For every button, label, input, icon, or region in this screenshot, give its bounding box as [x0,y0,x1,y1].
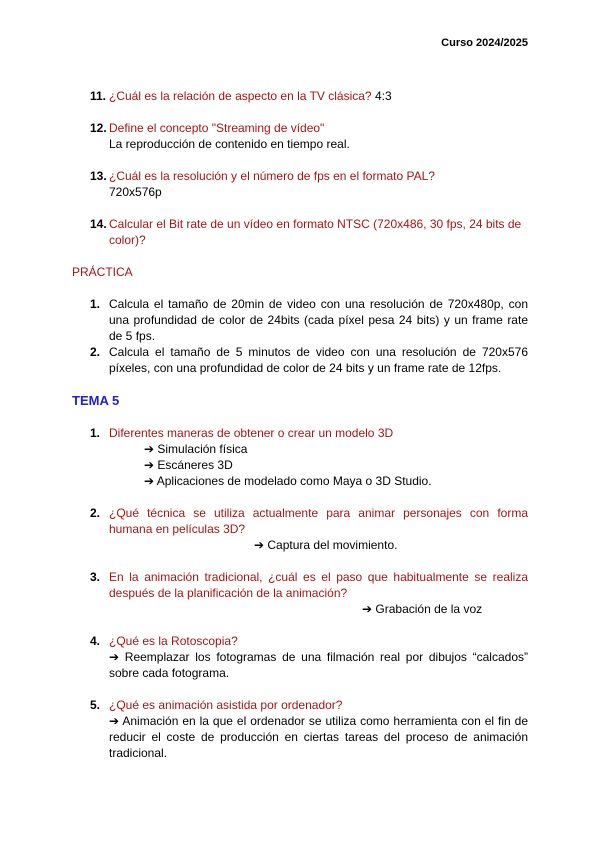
question-number: 11. [90,89,107,103]
bullet-item: ➔ Escáneres 3D [144,458,233,472]
question-number: 5. [90,698,101,712]
tema5-question-4 [90,633,528,681]
bullet-item: ➔ Aplicaciones de modelado como Maya o 3D Studio. [144,474,432,488]
question-number: 1. [90,426,101,440]
question-text: ¿Cuál es la relación de aspecto en la TV clásica? [109,89,372,103]
section-title-practica: PRÁCTICA [72,265,133,279]
question-text: Diferentes maneras de obtener o crear un modelo 3D [109,426,394,440]
answer-text: ➔ Reemplazar los fotogramas de una filmación real por dibujos “calcados” sobre cada fotograma. [109,650,528,680]
answer-text: La reproducción de contenido en tiempo real. [109,137,350,151]
question-number: 14. [90,217,107,231]
section-title-tema5: TEMA 5 [72,393,120,408]
question-number: 4. [90,634,101,648]
bullet-item: ➔ Simulación física [144,442,248,456]
course-header: Curso 2024/2025 [441,37,528,49]
question-text: ¿Cuál es la resolución y el número de fps en el formato PAL? [109,169,435,183]
answer-text: ➔ Grabación de la voz [362,602,483,616]
tema5-question-3 [90,569,528,601]
question-number: 2. [90,506,101,520]
answer-text: ➔ Animación en la que el ordenador se utiliza como herramienta con el fin de reducir el coste de producción en ciertas tareas del proceso de animación tradicional. [109,714,528,760]
question-text: En la animación tradicional, ¿cuál es el paso que habitualmente se realiza después de la planificación de la animación? [109,570,528,600]
item-text: Calcula el tamaño de 20min de video con una resolución de 720x480p, con una profundidad de color de 24bits (cada píxel pesa 24 bits) y un frame rate de 5 fps. [109,297,528,343]
question-number: 13. [90,169,107,183]
item-text: Calcula el tamaño de 5 minutos de video con una resolución de 720x576 píxeles, con una profundidad de color de 24 bits y un frame rate de 12fps. [109,345,528,375]
tema5-question-1 [90,425,528,441]
question-text: ¿Qué técnica se utiliza actualmente para animar personajes con forma humana en películas 3D? [109,506,528,536]
question-12 [90,120,528,152]
practica-item-1 [90,296,528,344]
question-text: Define el concepto "Streaming de vídeo" [109,121,325,135]
question-number: 12. [90,121,107,135]
question-text: ¿Qué es animación asistida por ordenador? [109,698,343,712]
practica-item-2 [90,344,528,376]
answer-text: 720x576p [109,185,162,199]
item-number: 2. [90,345,101,359]
answer-text: 4:3 [374,89,392,103]
question-number: 3. [90,570,101,584]
item-number: 1. [90,297,101,311]
tema5-question-2 [90,505,528,537]
question-11 [90,88,528,104]
question-14 [90,216,528,248]
answer-text: ➔ Captura del movimiento. [254,538,398,552]
tema5-question-5 [90,697,528,761]
question-13 [90,168,528,200]
question-text: ¿Qué es la Rotoscopia? [109,634,238,648]
question-text: Calcular el Bit rate de un vídeo en formato NTSC (720x486, 30 fps, 24 bits de color)? [109,217,522,247]
